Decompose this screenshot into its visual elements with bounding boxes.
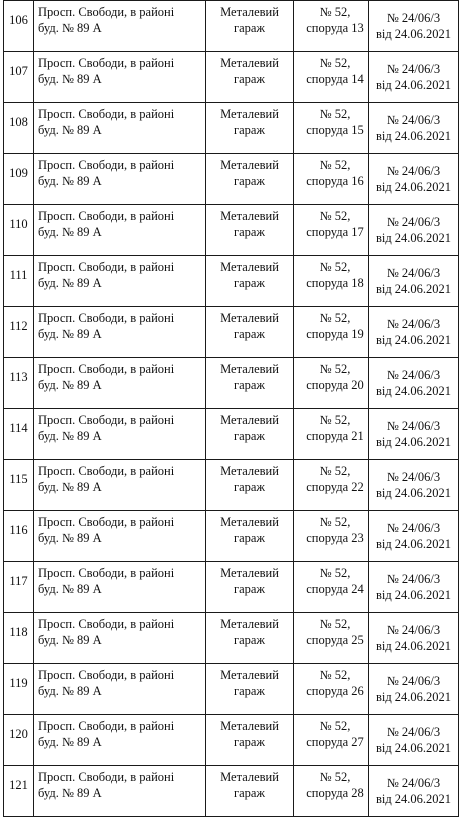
object-type-cell: [206, 52, 294, 103]
structure-number-line-1: № 52,: [319, 770, 351, 784]
structure-number-line-1: № 52,: [319, 668, 351, 682]
document-number: № 24/06/3: [386, 164, 441, 178]
object-type-line-2: гараж: [233, 72, 266, 86]
row-number-cell: [4, 103, 34, 154]
address-line-2: буд. № 89 А: [38, 582, 102, 596]
document-date: від 24.06.2021: [375, 639, 452, 653]
document-number: № 24/06/3: [386, 521, 441, 535]
row-number-cell: [4, 766, 34, 817]
address-cell: [34, 307, 206, 358]
structure-number-cell: [294, 103, 369, 154]
object-type-cell: [206, 409, 294, 460]
object-type-line-2: гараж: [233, 582, 266, 596]
structure-number-line-2: споруда 27: [306, 735, 364, 749]
object-type-line-1: Металевий: [220, 209, 279, 223]
structure-number-line-2: споруда 28: [306, 786, 364, 800]
document-number: № 24/06/3: [386, 368, 441, 382]
structure-number-cell: [294, 766, 369, 817]
object-type-cell: [206, 307, 294, 358]
address-cell: [34, 511, 206, 562]
table-row: [4, 154, 459, 205]
structure-number-line-2: споруда 15: [306, 123, 364, 137]
address-line-2: буд. № 89 А: [38, 276, 102, 290]
address-line-1: Просп. Свободи, в районі: [38, 464, 175, 478]
address-cell: [34, 409, 206, 460]
address-cell: [34, 1, 206, 52]
structure-number-cell: [294, 307, 369, 358]
document-number: № 24/06/3: [386, 11, 441, 25]
address-line-1: Просп. Свободи, в районі: [38, 311, 175, 325]
structure-number-line-1: № 52,: [319, 158, 351, 172]
address-line-2: буд. № 89 А: [38, 225, 102, 239]
object-type-line-2: гараж: [233, 276, 266, 290]
structure-number-line-2: споруда 20: [306, 378, 364, 392]
address-cell: [34, 664, 206, 715]
structure-number-line-1: № 52,: [319, 719, 351, 733]
object-type-line-1: Металевий: [220, 566, 279, 580]
document-reference-cell: [369, 664, 459, 715]
object-type-cell: [206, 154, 294, 205]
object-type-line-2: гараж: [233, 684, 266, 698]
row-number: 116: [9, 523, 28, 537]
row-number: 113: [9, 370, 28, 384]
document-number: № 24/06/3: [386, 470, 441, 484]
structure-number-line-1: № 52,: [319, 413, 351, 427]
document-date: від 24.06.2021: [375, 435, 452, 449]
address-line-1: Просп. Свободи, в районі: [38, 719, 175, 733]
structure-number-line-2: споруда 19: [306, 327, 364, 341]
row-number: 115: [9, 472, 28, 486]
object-type-line-1: Металевий: [220, 668, 279, 682]
object-type-cell: [206, 358, 294, 409]
document-date: від 24.06.2021: [375, 384, 452, 398]
address-line-1: Просп. Свободи, в районі: [38, 770, 175, 784]
document-date: від 24.06.2021: [375, 537, 452, 551]
structure-number-cell: [294, 562, 369, 613]
row-number: 106: [9, 13, 28, 27]
object-type-cell: [206, 205, 294, 256]
object-type-line-2: гараж: [233, 633, 266, 647]
table-row: [4, 52, 459, 103]
address-line-2: буд. № 89 А: [38, 735, 102, 749]
row-number-cell: [4, 1, 34, 52]
row-number: 118: [9, 625, 28, 639]
structure-number-line-1: № 52,: [319, 107, 351, 121]
address-line-2: буд. № 89 А: [38, 174, 102, 188]
table-row: [4, 562, 459, 613]
document-reference-cell: [369, 511, 459, 562]
structure-number-line-2: споруда 23: [306, 531, 364, 545]
document-reference-cell: [369, 358, 459, 409]
structure-number-line-2: споруда 26: [306, 684, 364, 698]
object-type-line-1: Металевий: [220, 617, 279, 631]
structure-number-line-2: споруда 25: [306, 633, 364, 647]
document-date: від 24.06.2021: [375, 282, 452, 296]
document-reference-cell: [369, 205, 459, 256]
structure-number-cell: [294, 409, 369, 460]
table-row: [4, 409, 459, 460]
object-type-cell: [206, 562, 294, 613]
address-line-1: Просп. Свободи, в районі: [38, 56, 175, 70]
address-line-2: буд. № 89 А: [38, 123, 102, 137]
address-line-1: Просп. Свободи, в районі: [38, 5, 175, 19]
structure-number-line-2: споруда 21: [306, 429, 364, 443]
table-row: [4, 664, 459, 715]
document-reference-cell: [369, 715, 459, 766]
document-date: від 24.06.2021: [375, 27, 452, 41]
document-number: № 24/06/3: [386, 215, 441, 229]
row-number: 109: [9, 166, 28, 180]
object-type-line-1: Металевий: [220, 107, 279, 121]
document-number: № 24/06/3: [386, 725, 441, 739]
object-type-line-2: гараж: [233, 225, 266, 239]
document-number: № 24/06/3: [386, 266, 441, 280]
address-line-1: Просп. Свободи, в районі: [38, 515, 175, 529]
object-type-line-1: Металевий: [220, 770, 279, 784]
object-type-line-2: гараж: [233, 429, 266, 443]
row-number-cell: [4, 613, 34, 664]
row-number-cell: [4, 154, 34, 205]
structure-number-line-1: № 52,: [319, 515, 351, 529]
document-reference-cell: [369, 766, 459, 817]
object-type-cell: [206, 766, 294, 817]
address-line-2: буд. № 89 А: [38, 429, 102, 443]
registry-table-body: [4, 1, 459, 817]
row-number: 110: [9, 217, 28, 231]
address-line-1: Просп. Свободи, в районі: [38, 668, 175, 682]
structure-number-line-2: споруда 22: [306, 480, 364, 494]
structure-number-cell: [294, 256, 369, 307]
document-number: № 24/06/3: [386, 674, 441, 688]
document-reference-cell: [369, 613, 459, 664]
structure-number-line-2: споруда 14: [306, 72, 364, 86]
table-row: [4, 715, 459, 766]
document-date: від 24.06.2021: [375, 78, 452, 92]
address-line-2: буд. № 89 А: [38, 633, 102, 647]
structure-number-cell: [294, 52, 369, 103]
document-date: від 24.06.2021: [375, 180, 452, 194]
row-number-cell: [4, 460, 34, 511]
object-type-cell: [206, 715, 294, 766]
address-line-1: Просп. Свободи, в районі: [38, 107, 175, 121]
document-number: № 24/06/3: [386, 317, 441, 331]
document-reference-cell: [369, 154, 459, 205]
object-type-line-1: Металевий: [220, 56, 279, 70]
object-type-line-1: Металевий: [220, 362, 279, 376]
table-row: [4, 613, 459, 664]
object-type-line-2: гараж: [233, 174, 266, 188]
row-number: 119: [9, 676, 28, 690]
document-number: № 24/06/3: [386, 623, 441, 637]
table-row: [4, 766, 459, 817]
row-number: 120: [9, 727, 28, 741]
object-type-line-1: Металевий: [220, 260, 279, 274]
document-date: від 24.06.2021: [375, 588, 452, 602]
address-line-2: буд. № 89 А: [38, 378, 102, 392]
document-page: [3, 0, 458, 817]
structure-number-cell: [294, 358, 369, 409]
table-row: [4, 307, 459, 358]
object-type-line-1: Металевий: [220, 311, 279, 325]
table-row: [4, 460, 459, 511]
address-cell: [34, 358, 206, 409]
table-row: [4, 1, 459, 52]
object-type-cell: [206, 256, 294, 307]
structure-number-line-2: споруда 18: [306, 276, 364, 290]
row-number: 121: [9, 778, 28, 792]
object-type-line-1: Металевий: [220, 413, 279, 427]
document-date: від 24.06.2021: [375, 231, 452, 245]
structure-number-line-1: № 52,: [319, 311, 351, 325]
object-type-cell: [206, 664, 294, 715]
row-number: 107: [9, 64, 28, 78]
structure-number-cell: [294, 511, 369, 562]
row-number-cell: [4, 715, 34, 766]
structure-number-cell: [294, 205, 369, 256]
document-number: № 24/06/3: [386, 776, 441, 790]
row-number-cell: [4, 409, 34, 460]
address-line-1: Просп. Свободи, в районі: [38, 260, 175, 274]
address-line-1: Просп. Свободи, в районі: [38, 362, 175, 376]
object-type-cell: [206, 511, 294, 562]
structure-number-cell: [294, 460, 369, 511]
object-type-line-2: гараж: [233, 21, 266, 35]
registry-table: [3, 0, 459, 817]
document-date: від 24.06.2021: [375, 129, 452, 143]
address-line-2: буд. № 89 А: [38, 480, 102, 494]
object-type-line-2: гараж: [233, 123, 266, 137]
table-row: [4, 205, 459, 256]
row-number-cell: [4, 358, 34, 409]
structure-number-cell: [294, 154, 369, 205]
address-line-1: Просп. Свободи, в районі: [38, 566, 175, 580]
document-reference-cell: [369, 52, 459, 103]
object-type-line-2: гараж: [233, 735, 266, 749]
document-number: № 24/06/3: [386, 419, 441, 433]
address-cell: [34, 205, 206, 256]
structure-number-line-1: № 52,: [319, 566, 351, 580]
structure-number-line-2: споруда 17: [306, 225, 364, 239]
structure-number-cell: [294, 613, 369, 664]
structure-number-line-1: № 52,: [319, 464, 351, 478]
table-row: [4, 256, 459, 307]
document-date: від 24.06.2021: [375, 792, 452, 806]
object-type-cell: [206, 103, 294, 154]
address-line-2: буд. № 89 А: [38, 786, 102, 800]
object-type-cell: [206, 613, 294, 664]
structure-number-cell: [294, 1, 369, 52]
row-number-cell: [4, 664, 34, 715]
structure-number-line-1: № 52,: [319, 56, 351, 70]
address-line-2: буд. № 89 А: [38, 72, 102, 86]
address-cell: [34, 103, 206, 154]
object-type-line-2: гараж: [233, 327, 266, 341]
address-line-1: Просп. Свободи, в районі: [38, 209, 175, 223]
row-number-cell: [4, 205, 34, 256]
address-line-2: буд. № 89 А: [38, 684, 102, 698]
object-type-line-1: Металевий: [220, 5, 279, 19]
object-type-line-2: гараж: [233, 531, 266, 545]
address-cell: [34, 52, 206, 103]
row-number: 112: [9, 319, 28, 333]
address-line-1: Просп. Свободи, в районі: [38, 413, 175, 427]
row-number-cell: [4, 562, 34, 613]
object-type-line-2: гараж: [233, 480, 266, 494]
row-number: 108: [9, 115, 28, 129]
row-number-cell: [4, 52, 34, 103]
table-row: [4, 358, 459, 409]
object-type-cell: [206, 460, 294, 511]
document-reference-cell: [369, 409, 459, 460]
structure-number-line-2: споруда 24: [306, 582, 364, 596]
document-reference-cell: [369, 307, 459, 358]
address-cell: [34, 256, 206, 307]
address-cell: [34, 154, 206, 205]
structure-number-cell: [294, 664, 369, 715]
object-type-line-1: Металевий: [220, 158, 279, 172]
document-number: № 24/06/3: [386, 62, 441, 76]
address-line-2: буд. № 89 А: [38, 327, 102, 341]
document-reference-cell: [369, 460, 459, 511]
object-type-line-2: гараж: [233, 378, 266, 392]
table-row: [4, 103, 459, 154]
address-cell: [34, 460, 206, 511]
object-type-cell: [206, 1, 294, 52]
row-number: 111: [9, 268, 28, 282]
structure-number-line-1: № 52,: [319, 617, 351, 631]
structure-number-line-1: № 52,: [319, 5, 351, 19]
document-reference-cell: [369, 1, 459, 52]
address-line-2: буд. № 89 А: [38, 21, 102, 35]
row-number-cell: [4, 307, 34, 358]
structure-number-line-1: № 52,: [319, 260, 351, 274]
structure-number-line-1: № 52,: [319, 362, 351, 376]
structure-number-line-2: споруда 13: [306, 21, 364, 35]
object-type-line-1: Металевий: [220, 515, 279, 529]
address-cell: [34, 562, 206, 613]
address-cell: [34, 715, 206, 766]
address-line-1: Просп. Свободи, в районі: [38, 617, 175, 631]
document-date: від 24.06.2021: [375, 333, 452, 347]
object-type-line-1: Металевий: [220, 464, 279, 478]
structure-number-cell: [294, 715, 369, 766]
document-date: від 24.06.2021: [375, 690, 452, 704]
row-number-cell: [4, 256, 34, 307]
row-number: 114: [9, 421, 28, 435]
document-date: від 24.06.2021: [375, 486, 452, 500]
structure-number-line-2: споруда 16: [306, 174, 364, 188]
address-cell: [34, 613, 206, 664]
structure-number-line-1: № 52,: [319, 209, 351, 223]
document-reference-cell: [369, 103, 459, 154]
document-date: від 24.06.2021: [375, 741, 452, 755]
table-row: [4, 511, 459, 562]
row-number: 117: [9, 574, 28, 588]
object-type-line-1: Металевий: [220, 719, 279, 733]
document-number: № 24/06/3: [386, 572, 441, 586]
object-type-line-2: гараж: [233, 786, 266, 800]
document-reference-cell: [369, 562, 459, 613]
document-number: № 24/06/3: [386, 113, 441, 127]
address-line-2: буд. № 89 А: [38, 531, 102, 545]
row-number-cell: [4, 511, 34, 562]
document-reference-cell: [369, 256, 459, 307]
address-line-1: Просп. Свободи, в районі: [38, 158, 175, 172]
address-cell: [34, 766, 206, 817]
